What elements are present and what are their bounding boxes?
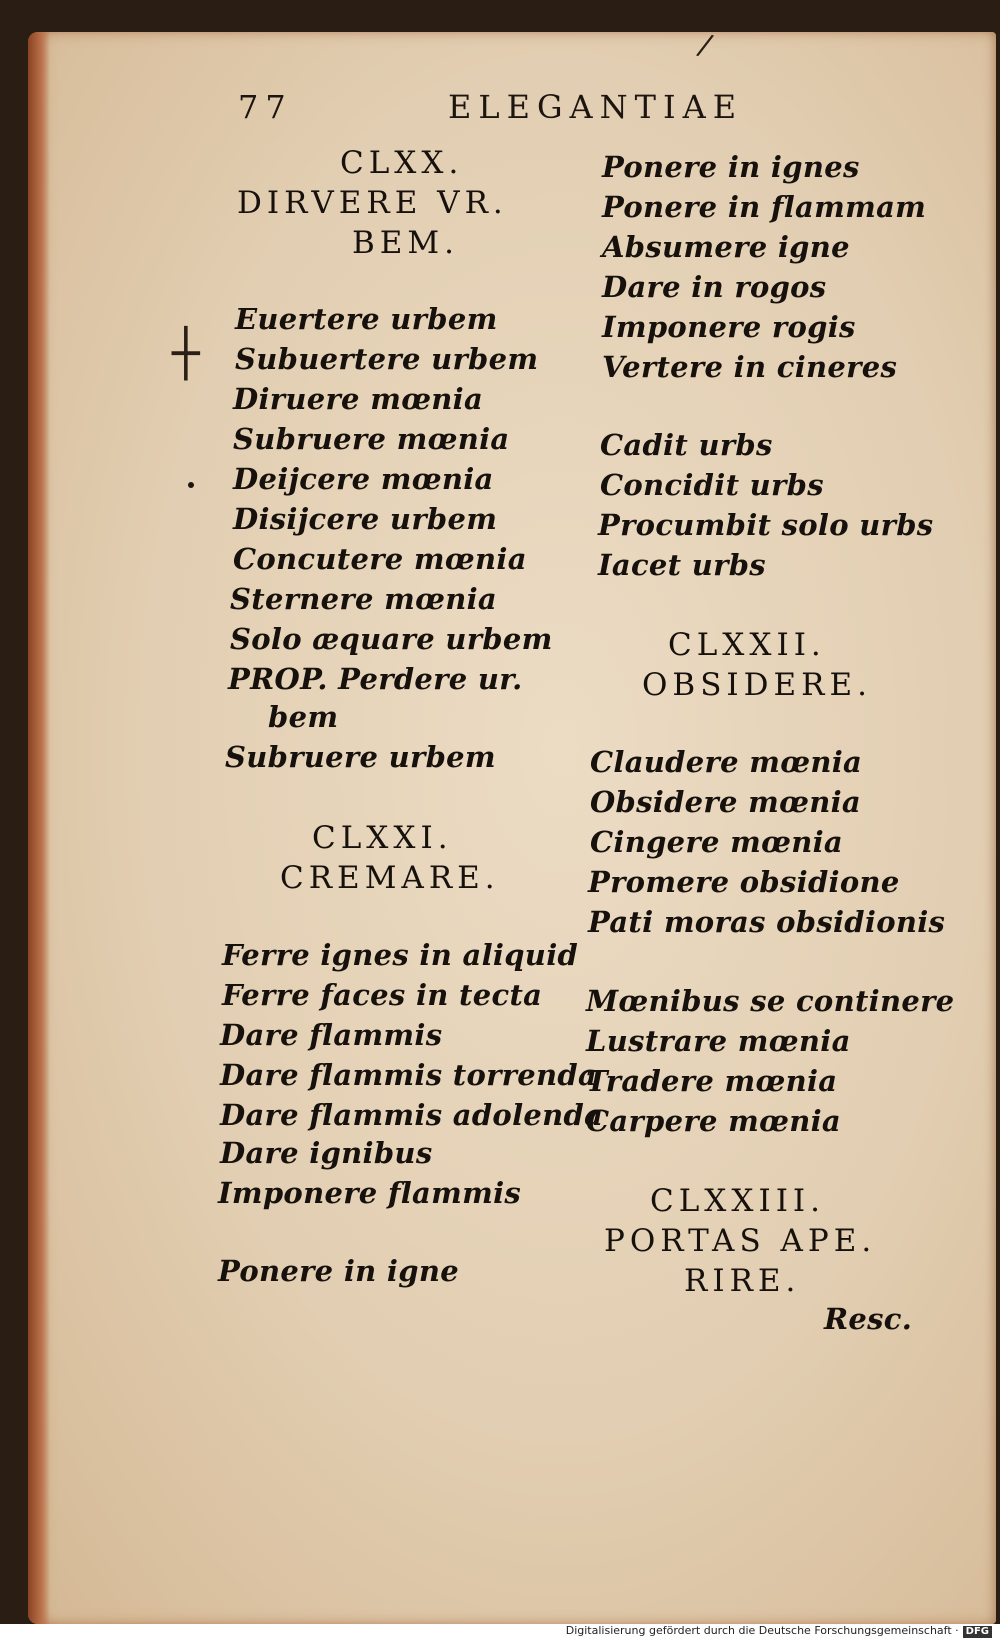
- pen-stroke-mark: /: [694, 27, 716, 64]
- left-column-line: Imponere flammis: [218, 1176, 522, 1210]
- dfg-logo: DFG: [963, 1626, 992, 1638]
- running-title: ELEGANTIAE: [448, 88, 744, 126]
- left-column-heading: CLXXI.: [312, 820, 453, 856]
- left-column-line: Concutere mœnia: [233, 542, 527, 576]
- right-column-line: Promere obsidione: [588, 865, 900, 899]
- right-column-line: Carpere mœnia: [586, 1104, 841, 1138]
- left-column-line: Dare flammis: [220, 1018, 443, 1052]
- right-column-heading: PORTAS APE.: [604, 1223, 877, 1259]
- left-column-line: Diruere mœnia: [233, 382, 484, 416]
- left-column-line: Subruere mœnia: [233, 422, 510, 456]
- left-column-line: Subuertere urbem: [235, 342, 539, 376]
- left-column-line: Dare ignibus: [220, 1136, 433, 1170]
- right-column-line: Pati moras obsidionis: [588, 905, 946, 939]
- right-column-line: Vertere in cineres: [602, 350, 898, 384]
- left-column-heading: DIRVERE VR.: [237, 185, 508, 221]
- right-column-line: Absumere igne: [602, 230, 850, 264]
- right-column-heading: CLXXIII.: [650, 1183, 826, 1219]
- left-column-line: Dare flammis adolenda: [220, 1098, 604, 1132]
- right-column-line: Ponere in ignes: [602, 150, 860, 184]
- page-number: 77: [238, 88, 293, 126]
- left-column-heading: CLXX.: [340, 145, 464, 181]
- left-column-line: Euertere urbem: [235, 302, 498, 336]
- digitization-footer: [0, 1624, 1000, 1638]
- left-column-line: bem: [268, 700, 339, 734]
- right-column-line: Iacet urbs: [598, 548, 766, 582]
- margin-dot: [188, 482, 194, 488]
- right-column-line: Claudere mœnia: [590, 745, 863, 779]
- right-column-line: Obsidere mœnia: [590, 785, 862, 819]
- right-column-line: Imponere rogis: [602, 310, 856, 344]
- right-column-heading: RIRE.: [684, 1263, 801, 1299]
- right-column-line: Concidit urbs: [600, 468, 824, 502]
- right-column-heading: OBSIDERE.: [642, 667, 872, 703]
- left-column-line: Deijcere mœnia: [233, 462, 494, 496]
- left-column-line: Solo æquare urbem: [230, 622, 553, 656]
- left-column-line: Disijcere urbem: [233, 502, 498, 536]
- right-column-heading: CLXXII.: [668, 627, 826, 663]
- right-column-line: Ponere in flammam: [602, 190, 927, 224]
- left-column-heading: BEM.: [352, 225, 460, 261]
- right-column-line: Procumbit solo urbs: [598, 508, 934, 542]
- right-column-line: Tradere mœnia: [586, 1064, 838, 1098]
- right-column-line: Resc.: [824, 1302, 913, 1336]
- left-column-line: Sternere mœnia: [230, 582, 498, 616]
- handwritten-cross-mark: ┼: [172, 326, 200, 380]
- footer-credit: Digitalisierung gefördert durch die Deutsche Forschungsgemeinschaft ·: [565, 1624, 959, 1637]
- left-column-line: Subruere urbem: [225, 740, 496, 774]
- left-column-line: Ponere in igne: [218, 1254, 459, 1288]
- left-column-line: Ferre ignes in aliquid: [222, 938, 579, 972]
- page-spine-edge: [28, 32, 50, 1624]
- right-column-line: Dare in rogos: [602, 270, 827, 304]
- right-column-line: Cingere mœnia: [590, 825, 844, 859]
- left-column-heading: CREMARE.: [280, 860, 500, 896]
- right-column-line: Lustrare mœnia: [586, 1024, 851, 1058]
- left-column-line: Ferre faces in tecta: [222, 978, 543, 1012]
- left-column-line: Dare flammis torrenda: [220, 1058, 598, 1092]
- book-page: [28, 32, 996, 1624]
- right-column-line: Cadit urbs: [600, 428, 773, 462]
- left-column-line: PROP. Perdere ur.: [228, 662, 523, 696]
- right-column-line: Mœnibus se continere: [586, 984, 955, 1018]
